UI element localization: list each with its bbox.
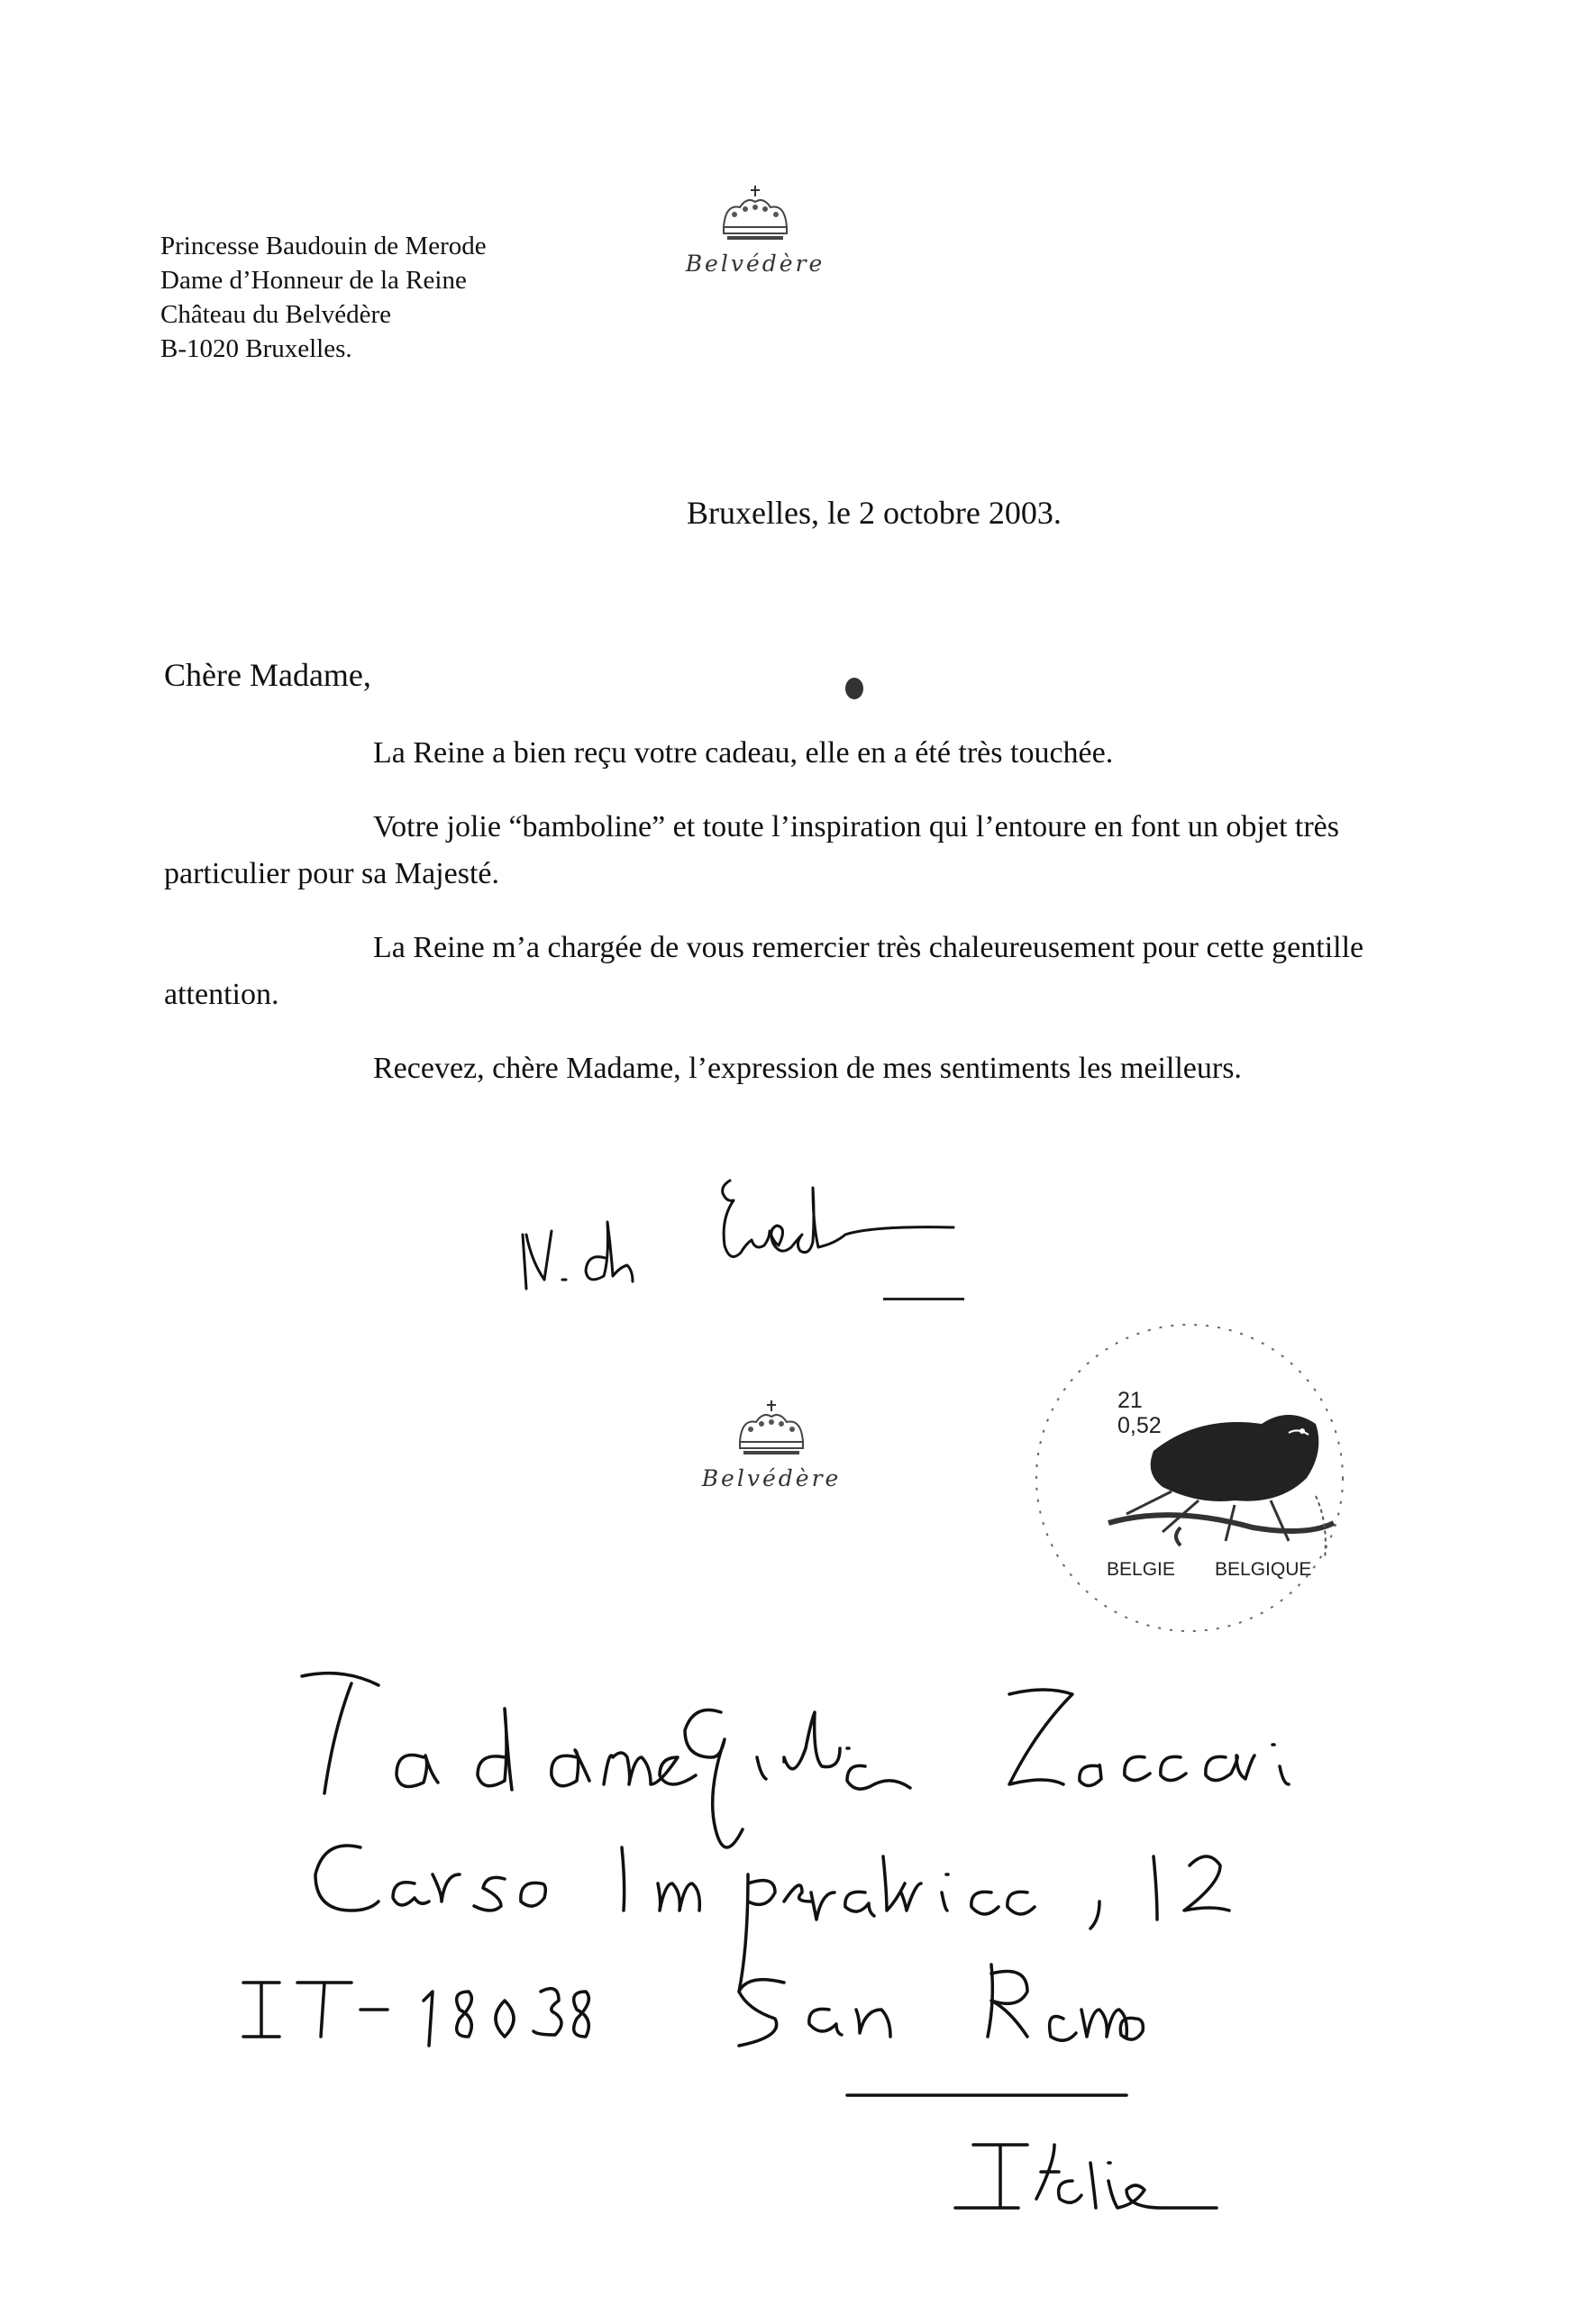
paragraph: Votre jolie “bamboline” et toute l’inspiration qui l’entoure en font un objet très particulier pour sa Majesté.	[164, 810, 1339, 890]
sender-name: Princesse Baudouin de Merode	[160, 232, 487, 260]
paragraph: La Reine a bien reçu votre cadeau, elle en a été très touchée.	[373, 736, 1114, 770]
sender-residence: Château du Belvédère	[160, 300, 392, 329]
stamp-value-line2: 0,52	[1117, 1413, 1162, 1438]
letterhead-wordmark: Belvédère	[685, 251, 825, 277]
crown-icon	[731, 1399, 812, 1464]
envelope-wordmark: Belvédère	[701, 1465, 842, 1491]
sender-city: B-1020 Bruxelles.	[160, 334, 352, 363]
stamp-value-line1: 21	[1117, 1388, 1143, 1413]
stamp-value	[1117, 1388, 1162, 1438]
punch-hole	[845, 678, 863, 699]
sender-title: Dame d’Honneur de la Reine	[160, 266, 467, 295]
signature-underline	[883, 1298, 964, 1300]
postmark-circle-icon	[1018, 1316, 1361, 1640]
sender-block	[160, 229, 487, 366]
letter-body	[164, 730, 1372, 1119]
envelope-crest	[672, 1399, 871, 1491]
stamp-country-right: BELGIQUE	[1215, 1559, 1312, 1580]
letterhead-crest	[656, 184, 854, 277]
handwritten-address	[0, 1658, 1596, 2289]
postage-stamp	[1018, 1316, 1361, 1640]
crown-icon	[715, 184, 796, 249]
stamp-country-left: BELGIE	[1107, 1559, 1175, 1580]
salutation: Chère Madame,	[164, 657, 371, 693]
paragraph: Recevez, chère Madame, l’expression de mes sentiments les meilleurs.	[373, 1052, 1242, 1085]
paragraph: La Reine m’a chargée de vous remercier très chaleureusement pour cette gentille attention.	[164, 931, 1364, 1011]
handwritten-signature	[505, 1144, 1063, 1307]
letter-date: Bruxelles, le 2 octobre 2003.	[687, 495, 1062, 531]
